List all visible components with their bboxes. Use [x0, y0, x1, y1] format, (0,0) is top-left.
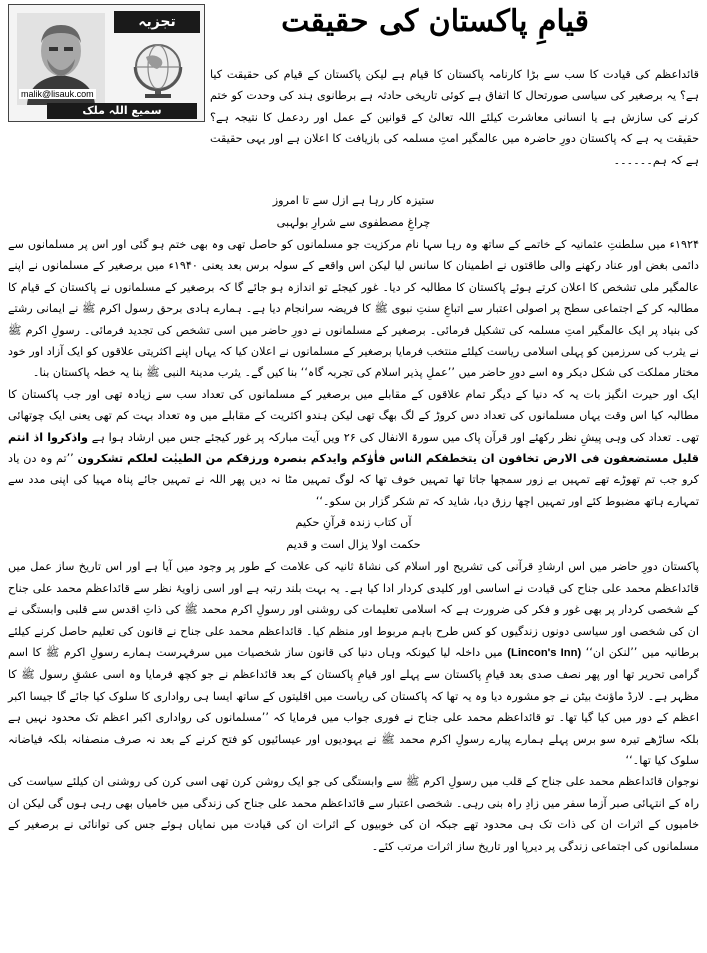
body-paragraph: ۱۹۲۴ء میں سلطنتِ عثمانیہ کے خاتمے کے ساتھ وہ رہا سہا نام مرکزیت جو مسلمانوں کو حاصل تھی وہ بھی ختم ہو گئی اور اس پر مسلمانوں سے دائمی بغض اور عناد رکھنے والی طاقتوں نے اطمینان کا سانس لیا لیکن اس واقعے کے سولہ برس بعد یعنی ۱۹۴۰ء میں برصغیر کے مسلمانوں نے اپنے عالمگیر ملی تشخص کا اعلان کرتے ہوئے پاکستان کا مطالبہ کر دیا۔ غور کیجئے تو اندازہ ہو جائے گا کہ برصغیر کے مسلمانوں نے پاکستان کے قیام کا مطالبہ کر کے اجتماعی سطح پر اصولی اعتبار سے اتباعِ سنتِ نبوی ﷺ کا فریضہ سرانجام دیا ہے۔ ہمارے ہادی برحق رسول اکرم ﷺ نے ایمانی رشتے کی بنیاد پر ایک عالمگیر امتِ مسلمہ کی تشکیل فرمائی۔ برصغیر کے مسلمانوں نے دورِ حاضر میں اسی تشخص کی تجدید فرمائی۔ رسولِ اکرم ﷺ نے یثرب کی سرزمین کو پہلی اسلامی ریاست کیلئے منتخب فرمایا برصغیر کے مسلمانوں نے اعلان کیا کہ یہاں اپنے اکثریتی علاقوں کو ایک آزاد اور خود مختار مملکت کی شکل دیکر وہ اسے دورِ حاضر میں ’’عملِ پذیر اسلام کی تجربہ گاہ‘‘ بنا کیں گے۔ یثرب مدینۃ النبی ﷺ بنا یہ خطہ پاکستان بنا۔ [8, 238, 699, 380]
author-photo-box [8, 4, 205, 122]
verse-translation: ’’تم وہ دن یاد کرو جب تم تھوڑے تھے تمہیں بے زور سمجھا جاتا تھا تمہیں خوف تھا کہ لوگ تمہیں مٹا نہ دیں پھر اللہ نے تمہیں جائے پناہ مہیا کی اپنی مدد سے تمہارے ہاتھ مضبوط کئے اور تمہیں اچھا رزق دیا، شاید کہ تم شکر گزار بن سکو۔‘‘ [8, 452, 699, 508]
lincoln-inn-urdu: ’’لنکن ان‘‘ [585, 645, 638, 659]
globe-icon [121, 39, 195, 99]
lincoln-inn-english: (Lincon's Inn) [507, 646, 582, 659]
paragraph-text: پاکستان دورِ حاضر میں اس ارشادِ قرآنی کی تشریح اور اسلام کی نشاۃ ثانیہ کی علامت کے طور پر وجود میں آیا ہے اور اس تاریخ ساز عمل میں قائداعظم محمد علی جناح کی قیادت نے اساسی اور کلیدی کردار ادا کیا ہے۔ یہ بہت بلند رتبہ ہے اور اسی زاویۂ نظر سے قائداعظم محمد علی جناح کے شخصی کردار پر بھی غور و فکر کی ضرورت ہے کہ اسلامی تعلیمات کی روشنی اور رسولِ اکرم محمد ﷺ کی ذاتِ اقدس سے قلبی وابستگی نے ان کی شخصی اور سیاسی دونوں زندگیوں کو کس طرح باہم مربوط اور منظم کیا۔ قائداعظم محمد علی جناح نے قانون کی تعلیم حاصل کرنے کیلئے برطانیہ میں [8, 560, 700, 659]
article-body [8, 190, 699, 857]
paragraph-text: ایک اور حیرت انگیز بات یہ کہ دنیا کے دیگر تمام علاقوں کے مقابلے میں برصغیر کے مسلمانوں کی تعداد سب سے زیادہ تھی اور جب پاکستان کا مطالبہ کیا اس وقت یہاں مسلمانوں کی تعداد دس کروڑ کے لگ بھگ تھی لیکن ہندو اکثریت کے مقابلے میں وہ تعداد بہت کم تھی یعنی ایک چوتھائی تھی۔ تعداد کی وہی پیشِ نظر رکھئے اور قرآن پاک میں سورۃ الانفال کی ۲۶ ویں آیت مبارکہ پر غور کیجئے جس میں ارشاد ہوا ہے [8, 387, 699, 444]
column-tag: تجزیہ [114, 11, 200, 33]
article-title: قیامِ پاکستان کی حقیقت [281, 4, 589, 39]
quranic-verse: واذکروا اذ انتم قلیل مستضعفون فی الارض تخافون ان یتخطفکم الناس فاٰوٰکم وایدکم بنصرہ ورزقکم من الطیبٰت لعلکم تشکرون [8, 430, 699, 466]
verse-line: ستیزہ کار رہا ہے ازل سے تا امروز [272, 194, 435, 207]
body-paragraph [8, 384, 699, 512]
body-paragraph [8, 556, 699, 771]
verse-line: حکمت اولا یزال است و قدیم [286, 538, 421, 552]
author-name: سمیع اللہ ملک [47, 103, 197, 119]
intro-block [210, 64, 699, 171]
verse-line: چراغِ مصطفوی سے شرارِ بولہبی [276, 216, 431, 229]
author-email: malik@lisauk.com [21, 89, 94, 99]
body-paragraph: نوجوان قائداعظم محمد علی جناح کے قلب میں رسولِ اکرم ﷺ سے وابستگی کی جو ایک روشن کرن تھی اسی کرن کی روشنی ان کیلئے سیاست کی راہ کے انتہائی صبر آزما سفر میں زادِ راہ بنی رہی۔ شخصی اعتبار سے قائداعظم محمد علی جناح کی زندگی میں خامیاں بھی رہی ہوں گی لیکن ان خامیوں کے اثرات ان کی ذات تک ہی محدود تھے جبکہ ان کی خوبیوں کے اثرات ان کی قیادت میں نمایاں ہوئے جس کی توانائی نے برصغیر کے مسلمانوں کی اجتماعی زندگی پر دیرپا اور تاریخ ساز اثرات مرتب کئے۔ [8, 775, 699, 853]
paragraph-text: میں داخلہ لیا کیونکہ وہاں دنیا کی قانون ساز شخصیات میں سرفہرست ہمارے رسولِ اکرم ﷺ کا اسم گرامی تحریر تھا اور پھر نصف صدی بعد قیامِ پاکستان سے پہلے اور قیامِ پاکستان کے بعد قائداعظم نے جو کچھ فرمایا وہ اسی عشقِ رسول ﷺ کا مظہر ہے۔ لارڈ ماؤنٹ بیٹن نے جو مشورہ دیا وہ یہ تھا کہ پاکستان کی ریاست میں اقلیتوں کے ساتھ ایسا ہی رواداری کا سلوک کیا جائے گا جیسا اکبر اعظم کے دور میں کیا گیا تھا۔ تو قائداعظم محمد علی جناح نے فوری جواب میں فرمایا کہ ’’مسلمانوں کی رواداری اکبر اعظم تک محدود نہیں ہے بلکہ ساڑھے تیرہ سو برس پہلے ہمارے پیارے رسولِ اکرم محمد ﷺ نے یہودیوں اور عیسائیوں کو فتح کرنے کے بعد نہ صرف منصفانہ بلکہ فیاضانہ سلوک کیا تھا۔‘‘ [8, 645, 699, 767]
intro-paragraph: قائداعظم کی قیادت کا سب سے بڑا کارنامہ پاکستان کا قیام ہے لیکن پاکستان کے قیام کی حقیقت کیا ہے؟ یہ برصغیر کی سیاسی صورتحال کا اتفاق ہے کوئی تاریخی حادثہ ہے برطانوی ہند کی وحدت کو ختم کرنے کی سازش ہے یا انسانی معاشرت کیلئے اللہ تعالیٰ کے قوانین کے عمل اور ردعمل کا نتیجہ ہے؟ حقیقت یہ ہے کہ پاکستان دورِ حاضرہ میں عالمگیر امتِ مسلمہ کی بازیافت کا اعلان ہے اور یہی حقیقت ہے کہ ہم۔۔۔۔۔۔ [210, 68, 699, 167]
verse-line: آں کتاب زندہ قرآنِ حکیم [295, 516, 412, 530]
